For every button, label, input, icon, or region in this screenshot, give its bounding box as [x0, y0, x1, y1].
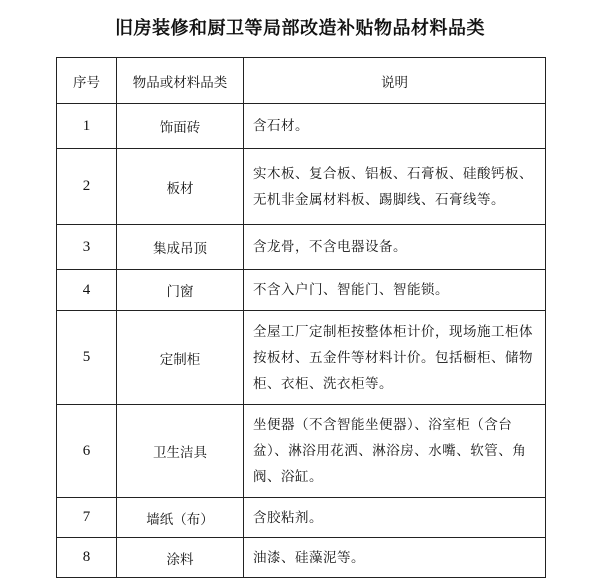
row-category: 门窗 — [117, 270, 244, 311]
row-category: 涂料 — [117, 538, 244, 578]
row-category: 集成吊顶 — [117, 225, 244, 270]
row-number: 5 — [57, 311, 117, 405]
row-description: 含龙骨，不含电器设备。 — [244, 225, 546, 270]
row-category: 定制柜 — [117, 311, 244, 405]
row-number: 8 — [57, 538, 117, 578]
header-description: 说明 — [244, 58, 546, 104]
row-description: 坐便器（不含智能坐便器）、浴室柜（含台盆）、淋浴用花洒、淋浴房、水嘴、软管、角阀、浴缸。 — [244, 405, 546, 498]
row-number: 4 — [57, 270, 117, 311]
row-category: 墙纸（布） — [117, 498, 244, 538]
table-row — [57, 498, 546, 538]
table-row — [57, 538, 546, 578]
row-category: 卫生洁具 — [117, 405, 244, 498]
document-title: 旧房装修和厨卫等局部改造补贴物品材料品类 — [115, 18, 485, 39]
table-row — [57, 270, 546, 311]
row-description: 含胶粘剂。 — [244, 498, 546, 538]
table-row — [57, 225, 546, 270]
row-category: 板材 — [117, 149, 244, 225]
row-description: 全屋工厂定制柜按整体柜计价，现场施工柜体按板材、五金件等材料计价。包括橱柜、储物柜、衣柜、洗衣柜等。 — [244, 311, 546, 405]
table-header-row — [57, 58, 546, 104]
row-description: 不含入户门、智能门、智能锁。 — [244, 270, 546, 311]
table-row — [57, 104, 546, 149]
row-description: 实木板、复合板、铝板、石膏板、硅酸钙板、无机非金属材料板、踢脚线、石膏线等。 — [244, 149, 546, 225]
table-row — [57, 311, 546, 405]
row-number: 3 — [57, 225, 117, 270]
row-number: 2 — [57, 149, 117, 225]
header-number: 序号 — [57, 58, 117, 104]
table-row — [57, 405, 546, 498]
subsidy-materials-table — [56, 57, 546, 578]
header-category: 物品或材料品类 — [117, 58, 244, 104]
table-row — [57, 149, 546, 225]
row-description: 含石材。 — [244, 104, 546, 149]
row-number: 7 — [57, 498, 117, 538]
row-description: 油漆、硅藻泥等。 — [244, 538, 546, 578]
row-number: 1 — [57, 104, 117, 149]
row-category: 饰面砖 — [117, 104, 244, 149]
row-number: 6 — [57, 405, 117, 498]
